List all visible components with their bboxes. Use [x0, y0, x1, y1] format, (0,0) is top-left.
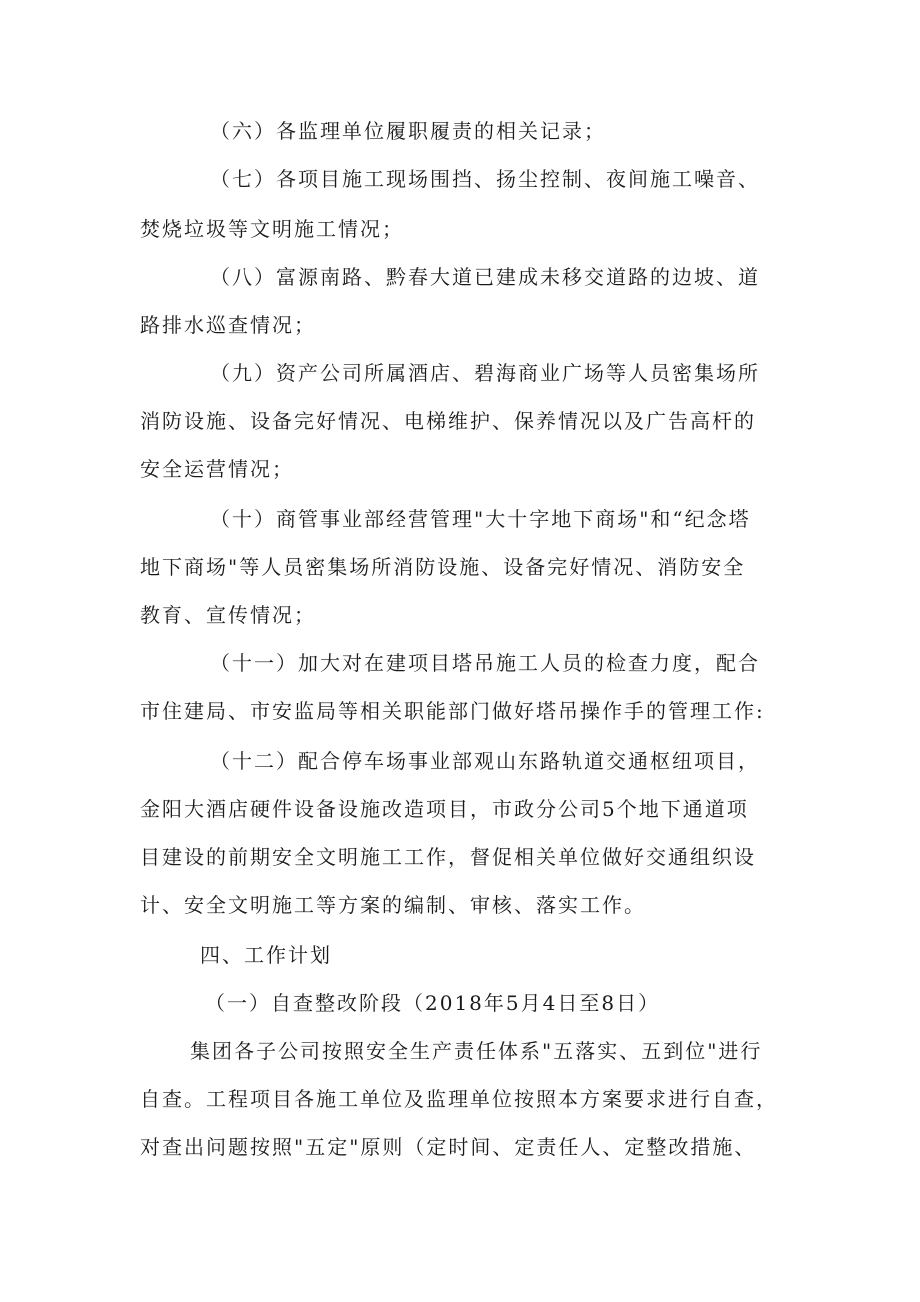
paragraph-line: 金阳大酒店硬件设备设施改造项目，市政分公司5个地下通道项 — [140, 797, 749, 821]
paragraph-line: 目建设的前期安全文明施工工作，督促相关单位做好交通组织设 — [140, 845, 756, 869]
paragraph-line: 计、安全文明施工等方案的编制、审核、落实工作。 — [140, 893, 646, 917]
paragraph-line: （八）富源南路、黔春大道已建成未移交道路的边坡、道 — [210, 265, 760, 289]
subsection-heading: （一）自查整改阶段（2018年5月4日至8日） — [205, 991, 661, 1015]
paragraph-line: 安全运营情况； — [140, 457, 294, 481]
paragraph-line: （六）各监理单位履职履责的相关记录； — [210, 119, 606, 143]
paragraph-line: 焚烧垃圾等文明施工情况； — [140, 217, 404, 241]
paragraph-line: 集团各子公司按照安全生产责任体系"五落实、五到位"进行 — [190, 1039, 763, 1063]
paragraph-line: （九）资产公司所属酒店、碧海商业广场等人员密集场所 — [210, 361, 760, 385]
paragraph-line: 市住建局、市安监局等相关职能部门做好塔吊操作手的管理工作: — [140, 699, 765, 723]
paragraph-line: （十一）加大对在建项目塔吊施工人员的检查力度，配合 — [210, 651, 760, 675]
paragraph-line: 教育、宣传情况； — [140, 603, 316, 627]
section-heading: 四、工作计划 — [200, 943, 332, 967]
paragraph-line: （十二）配合停车场事业部观山东路轨道交通枢纽项目， — [210, 749, 760, 773]
paragraph-line: （十）商管事业部经营管理"大十字地下商场"和“纪念塔 — [210, 507, 751, 531]
paragraph-line: 自查。工程项目各施工单位及监理单位按照本方案要求进行自查， — [140, 1087, 778, 1111]
paragraph-line: 消防设施、设备完好情况、电梯维护、保养情况以及广告高杆的 — [140, 409, 756, 433]
paragraph-line: （七）各项目施工现场围挡、扬尘控制、夜间施工噪音、 — [210, 167, 760, 191]
paragraph-line: 对查出问题按照"五定"原则（定时间、定责任人、定整改措施、 — [140, 1135, 757, 1159]
paragraph-line: 地下商场"等人员密集场所消防设施、设备完好情况、消防安全 — [140, 555, 746, 579]
paragraph-line: 路排水巡查情况； — [140, 313, 316, 337]
